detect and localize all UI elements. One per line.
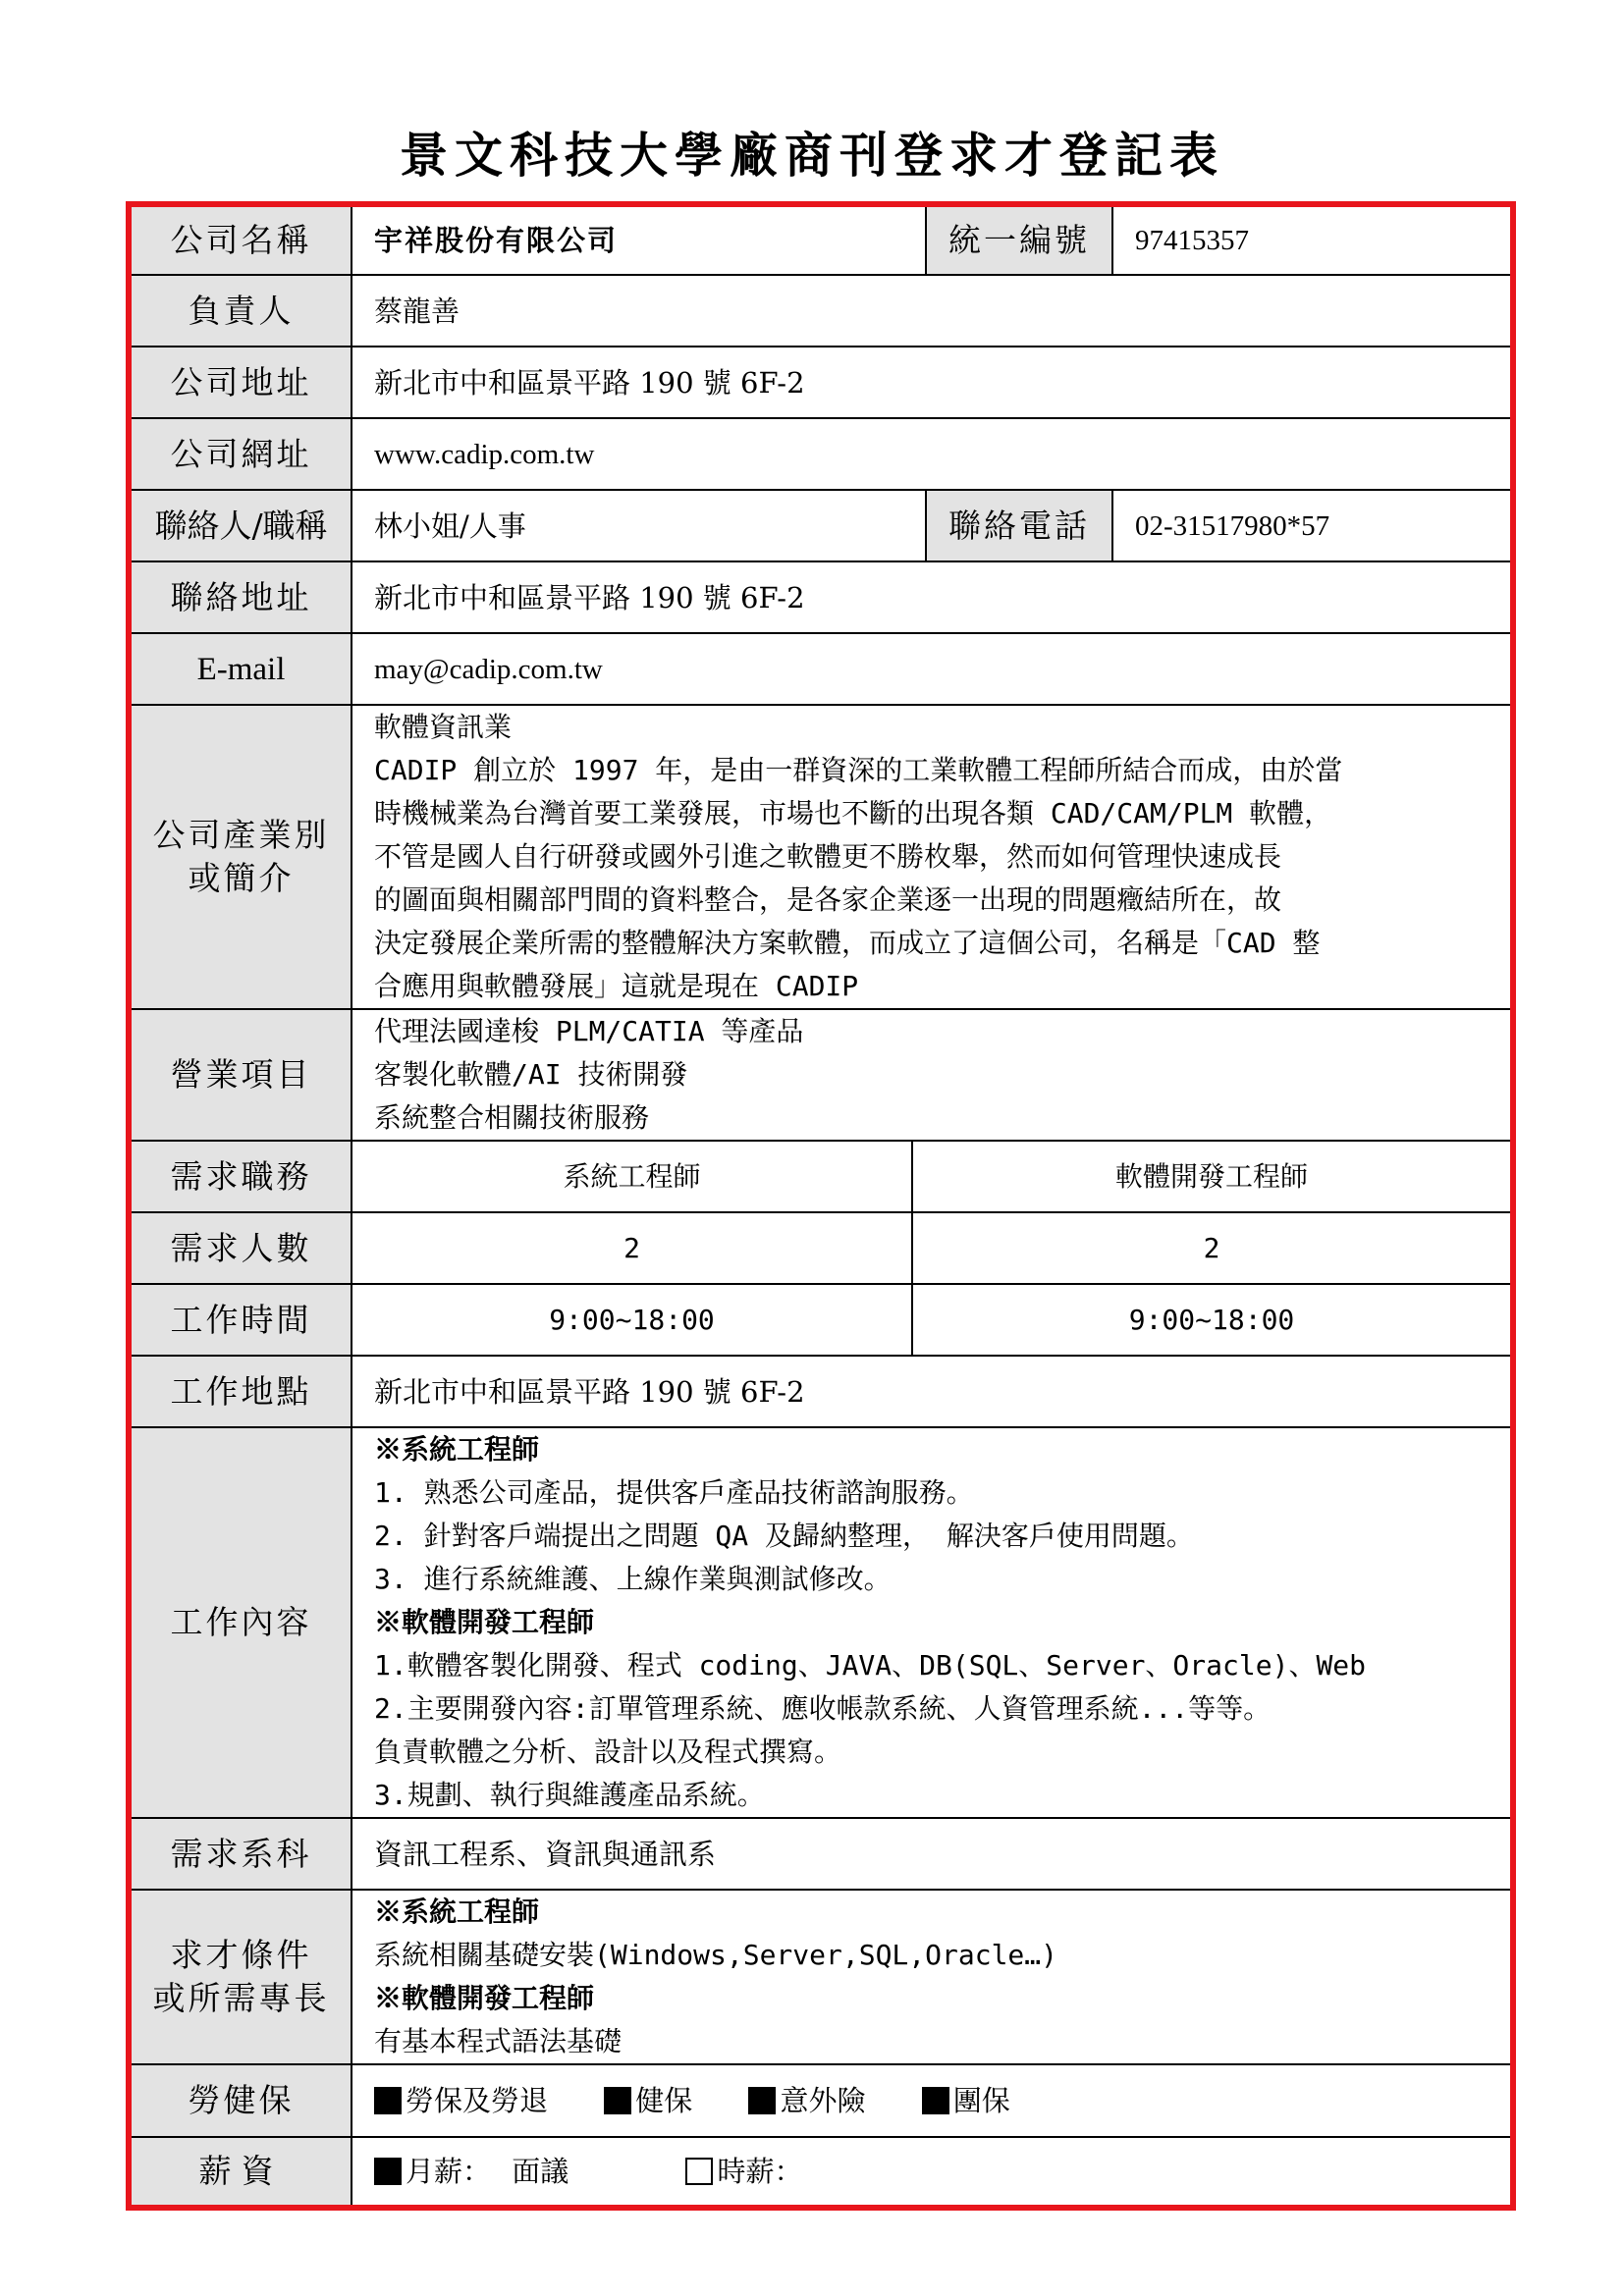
profile-line: 合應用與軟體發展」這就是現在 CADIP [374,970,859,1002]
contact-address-label: 聯絡地址 [129,561,352,633]
row-positions [129,1141,1513,1212]
company-address-value: 新北市中和區景平路 190 號 6F-2 [352,347,1513,418]
contact-address-value: 新北市中和區景平路 190 號 6F-2 [352,561,1513,633]
row-headcount [129,1212,1513,1284]
departments-value: 資訊工程系、資訊與通訊系 [352,1818,1513,1890]
insurance-option-label: 健保 [635,2084,693,2117]
contact-person-value: 林小姐/人事 [352,490,926,561]
row-company-address [129,347,1513,418]
row-duties [129,1427,1513,1818]
duties-line: 3. 進行系統維護、上線作業與測試修改。 [374,1563,892,1595]
requirements-section-title: ※軟體開發工程師 [374,1982,595,2014]
requirements-line: 有基本程式語法基礎 [374,2025,623,2057]
insurance-option [922,2084,1010,2117]
profile-label-line: 或簡介 [188,859,295,897]
checkbox-insurance-group[interactable] [922,2087,949,2114]
owner-label: 負責人 [129,275,352,347]
duties-label: 工作內容 [129,1427,352,1818]
row-insurance [129,2064,1513,2137]
duties-line: 1. 熟悉公司產品，提供客戶產品技術諮詢服務。 [374,1476,974,1509]
website-value: www.cadip.com.tw [352,418,1513,490]
profile-line: CADIP 創立於 1997 年，是由一群資深的工業軟體工程師所結合而成，由於當 [374,754,1343,786]
requirements-line: 系統相關基礎安裝(Windows,Server,SQL,Oracle…) [374,1939,1058,1971]
requirements-label [129,1890,352,2064]
location-label: 工作地點 [129,1356,352,1427]
profile-label [129,705,352,1009]
location-value: 新北市中和區景平路 190 號 6F-2 [352,1356,1513,1427]
row-business [129,1009,1513,1141]
profile-line: 不管是國人自行研發或國外引進之軟體更不勝枚舉，然而如何管理快速成長 [374,840,1282,873]
page-title: 景文科技大學廠商刊登求才登記表 [399,127,1224,184]
tax-id-label: 統一編號 [926,204,1112,275]
insurance-option-label: 勞保及勞退 [406,2084,549,2117]
duties-line: 負責軟體之分析、設計以及程式撰寫。 [374,1735,842,1768]
duties-line: 2. 針對客戶端提出之問題 QA 及歸納整理， 解決客戶使用問題。 [374,1520,1194,1552]
insurance-option-label: 意外險 [780,2084,866,2117]
profile-line: 軟體資訊業 [374,711,513,743]
email-label: E-mail [129,633,352,705]
headcount-2: 2 [912,1212,1513,1284]
duties-line: 1.軟體客製化開發、程式 coding、JAVA、DB(SQL、Server、Oracle)、Web [374,1649,1367,1682]
insurance-options [352,2064,1513,2137]
duties-text [352,1427,1513,1818]
profile-line: 時機械業為台灣首要工業發展，市場也不斷的出現各類 CAD/CAM/PLM 軟體， [374,797,1332,829]
business-item: 系統整合相關技術服務 [374,1101,650,1134]
business-items [352,1009,1513,1141]
insurance-option [374,2084,548,2117]
business-item: 代理法國達梭 PLM/CATIA 等產品 [374,1015,804,1047]
position-1: 系統工程師 [352,1141,912,1212]
checkbox-insurance-labor[interactable] [374,2087,402,2114]
row-company-name [129,204,1513,275]
headcount-label: 需求人數 [129,1212,352,1284]
profile-line: 決定發展企業所需的整體解決方案軟體，而成立了這個公司，名稱是「CAD 整 [374,927,1321,959]
business-item: 客製化軟體/AI 技術開發 [374,1058,688,1091]
tax-id-value: 97415357 [1112,204,1513,275]
email-value: may@cadip.com.tw [352,633,1513,705]
hours-label: 工作時間 [129,1284,352,1356]
row-email [129,633,1513,705]
profile-label-line: 公司產業別 [152,816,330,854]
profile-line: 的圖面與相關部門間的資料整合，是各家企業逐一出現的問題癥結所在，故 [374,883,1282,916]
hours-1: 9:00~18:00 [352,1284,912,1356]
row-location [129,1356,1513,1427]
contact-person-label: 聯絡人/職稱 [129,490,352,561]
position-2: 軟體開發工程師 [912,1141,1513,1212]
row-profile [129,705,1513,1009]
requirements-text [352,1890,1513,2064]
row-contact-person [129,490,1513,561]
monthly-salary-value: 面議 [512,2155,569,2188]
recruitment-form [126,201,1516,2211]
duties-line: 3.規劃、執行與維護產品系統。 [374,1779,765,1811]
salary-label: 薪資 [129,2137,352,2208]
requirements-label-line: 求才條件 [170,1936,312,1974]
duties-line: 2.主要開發內容:訂單管理系統、應收帳款系統、人資管理系統...等等。 [374,1692,1272,1725]
owner-value: 蔡龍善 [352,275,1513,347]
row-departments [129,1818,1513,1890]
insurance-label: 勞健保 [129,2064,352,2137]
phone-label: 聯絡電話 [926,490,1112,561]
checkbox-salary-monthly[interactable] [374,2158,402,2185]
duties-section-title: ※軟體開發工程師 [374,1606,595,1638]
hours-2: 9:00~18:00 [912,1284,1513,1356]
phone-value: 02-31517980*57 [1112,490,1513,561]
headcount-1: 2 [352,1212,912,1284]
checkbox-salary-hourly[interactable] [685,2158,713,2185]
row-requirements [129,1890,1513,2064]
duties-section-title: ※系統工程師 [374,1433,540,1466]
profile-text [352,705,1513,1009]
positions-label: 需求職務 [129,1141,352,1212]
insurance-option [604,2084,692,2117]
hourly-salary-label: 時薪： [717,2155,803,2188]
business-label: 營業項目 [129,1009,352,1141]
insurance-option [748,2084,865,2117]
requirements-section-title: ※系統工程師 [374,1896,540,1928]
requirements-label-line: 或所需專長 [152,1979,330,2017]
salary-options [352,2137,1513,2208]
company-name-value: 宇祥股份有限公司 [352,204,926,275]
row-website [129,418,1513,490]
company-address-label: 公司地址 [129,347,352,418]
company-name-label: 公司名稱 [129,204,352,275]
row-salary [129,2137,1513,2208]
checkbox-insurance-accident[interactable] [748,2087,776,2114]
insurance-option-label: 團保 [952,2084,1010,2117]
checkbox-insurance-health[interactable] [604,2087,631,2114]
departments-label: 需求系科 [129,1818,352,1890]
row-owner [129,275,1513,347]
row-contact-address [129,561,1513,633]
row-hours [129,1284,1513,1356]
monthly-salary-label: 月薪： [406,2155,492,2188]
website-label: 公司網址 [129,418,352,490]
